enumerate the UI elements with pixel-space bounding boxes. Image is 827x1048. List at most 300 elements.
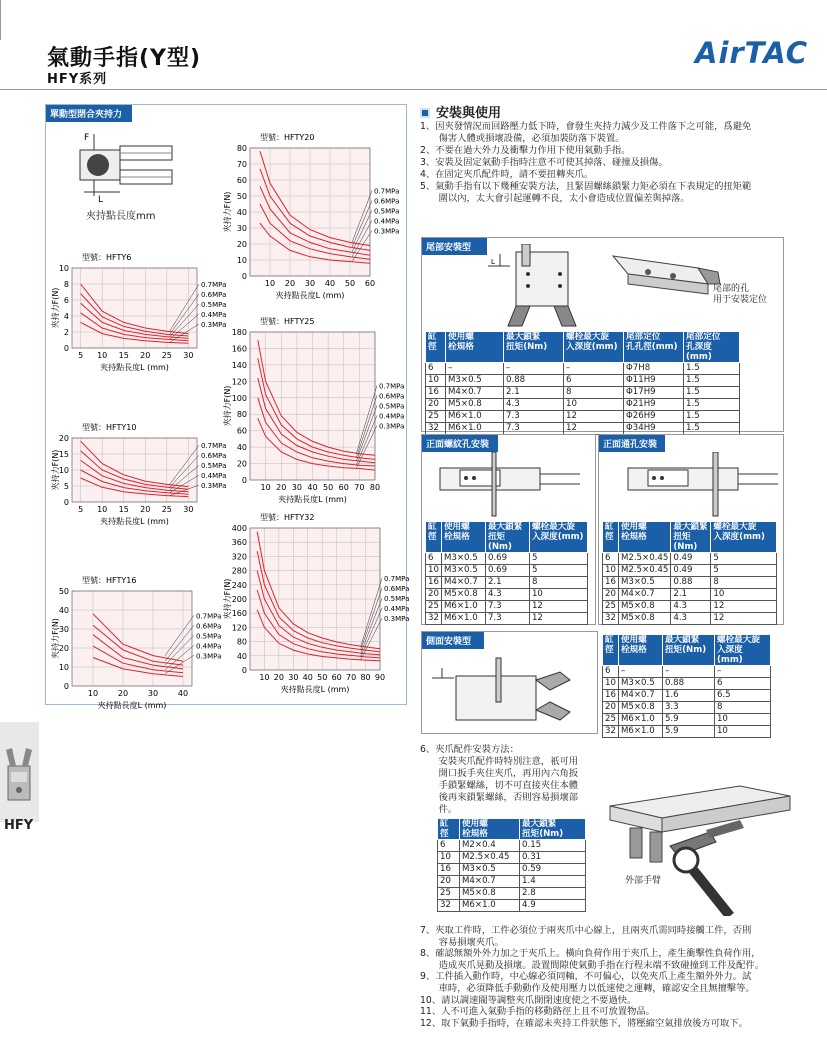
- y-tick-label: 10: [236, 256, 247, 265]
- table-cell: 0.15: [520, 840, 586, 852]
- table-cell: 5.9: [662, 714, 714, 726]
- tail-hole-label: [713, 284, 767, 306]
- legend-label: 0.3MPa: [196, 652, 222, 661]
- legend-label: 0.7MPa: [374, 187, 400, 196]
- y-axis-label: 夾持力F(N): [51, 287, 60, 329]
- legend-label: 0.7MPa: [196, 612, 222, 621]
- table-cell: Φ17H9: [624, 387, 684, 399]
- side-tab-image: [0, 722, 39, 822]
- table-cell: 4.3: [485, 589, 529, 601]
- y-tick-label: 80: [236, 410, 247, 420]
- table-header-cell: 尾部定位 孔深度(mm): [684, 332, 740, 363]
- note-6-text: [420, 744, 578, 816]
- y-axis-label: 夾持力F(N): [223, 191, 232, 233]
- y-tick-label: 8: [63, 280, 69, 289]
- table-cell: 10: [603, 565, 619, 577]
- table-row: [438, 864, 586, 876]
- x-tick-label: 10: [259, 673, 270, 682]
- table-cell: 4.3: [671, 613, 711, 625]
- table-cell: 32: [426, 613, 442, 625]
- table-cell: M6×1.0: [446, 411, 504, 423]
- y-tick-label: 30: [58, 625, 69, 634]
- table-cell: 6: [714, 678, 770, 690]
- y-tick-label: 10: [58, 663, 69, 672]
- table-row: [426, 613, 588, 625]
- table-cell: M6×1.0: [618, 714, 662, 726]
- table-cell: 10: [711, 589, 777, 601]
- x-tick-label: 30: [291, 483, 302, 492]
- table-row: [603, 577, 777, 589]
- y-tick-label: 0: [241, 272, 247, 281]
- y-tick-label: 6: [63, 296, 69, 305]
- table-cell: 6: [564, 375, 624, 387]
- y-tick-label: 40: [58, 606, 69, 615]
- table-cell: M3×0.5: [460, 864, 520, 876]
- install-note-line: 2、不要在過大外力及衝擊力作用下使用氣動手指。: [420, 145, 631, 156]
- note6-line: 6、夾爪配件安裝方法：: [420, 744, 519, 755]
- y-tick-label: 70: [236, 160, 247, 169]
- x-tick-label: 20: [276, 483, 287, 492]
- y-tick-label: 180: [231, 328, 247, 337]
- legend-label: 0.6MPa: [374, 197, 400, 206]
- y-tick-label: 40: [236, 651, 247, 661]
- table-cell: Φ34H9: [624, 423, 684, 435]
- force-chart: [222, 128, 430, 308]
- table-row: [426, 387, 740, 399]
- table-cell: 8: [714, 702, 770, 714]
- table-cell: 7.3: [485, 601, 529, 613]
- table-cell: 10: [603, 678, 619, 690]
- y-tick-label: 20: [58, 434, 69, 443]
- outer-arm-label: 外部手臂: [625, 876, 662, 886]
- legend-label: 0.4MPa: [379, 412, 405, 421]
- table-cell: 10: [438, 852, 460, 864]
- table-cell: 1.5: [684, 375, 740, 387]
- y-tick-label: 120: [231, 623, 247, 633]
- x-axis-label: 夾持點長度L (mm): [100, 363, 169, 372]
- chart-title: 型號：HFTY10: [82, 423, 137, 432]
- table-cell: 2.1: [671, 589, 711, 601]
- legend-label: 0.5MPa: [379, 402, 405, 411]
- y-tick-label: 15: [58, 450, 69, 459]
- spec-table: [425, 521, 588, 625]
- y-tick-label: 0: [241, 476, 247, 485]
- y-tick-label: 400: [231, 524, 247, 533]
- table-row: [426, 423, 740, 435]
- chart-title: 型號：HFTY20: [260, 133, 315, 142]
- x-tick-label: 25: [161, 505, 172, 514]
- chart-title: 型號：HFTY16: [82, 576, 137, 585]
- note6-line: 安裝夾爪配件時特別注意，祇可用: [420, 756, 579, 767]
- y-tick-label: 2: [63, 328, 69, 337]
- table-header-cell: 螺栓最大旋 入深度(mm): [714, 635, 770, 666]
- x-tick-label: 80: [369, 483, 381, 492]
- crop-mark: [0, 0, 1, 40]
- table-row: [426, 399, 740, 411]
- table-cell: 3.3: [662, 702, 714, 714]
- y-tick-label: 0: [63, 498, 69, 507]
- notes-bottom: [420, 925, 820, 1029]
- x-axis-label: 夾持點長度L (mm): [100, 517, 169, 526]
- table-row: [426, 411, 740, 423]
- legend-label: 0.6MPa: [196, 622, 222, 631]
- tail-hole-label-line1: 尾部的孔: [713, 284, 750, 294]
- legend-label: 0.7MPa: [201, 442, 227, 451]
- legend-label: 0.7MPa: [201, 281, 227, 289]
- legend-label: 0.7MPa: [384, 575, 410, 584]
- y-tick-label: 60: [236, 176, 247, 185]
- table-cell: 10: [714, 714, 770, 726]
- table-row: [603, 613, 777, 625]
- table-cell: 6: [438, 840, 460, 852]
- bottom-note-line: 造成夾爪晃動及損壞。設置間隙使氣動手指在行程末端不致碰撞到工件及配件。: [420, 959, 764, 971]
- table-cell: 2.1: [485, 577, 529, 589]
- x-tick-label: 50: [323, 483, 334, 492]
- table-cell: 1.4: [520, 876, 586, 888]
- y-tick-label: 30: [236, 224, 247, 233]
- table-cell: 0.88: [504, 375, 564, 387]
- table-cell: 32: [603, 726, 619, 738]
- table-cell: 20: [426, 399, 446, 411]
- table-cell: 2.8: [520, 888, 586, 900]
- legend-label: 0.7MPa: [379, 382, 405, 391]
- legend-label: 0.4MPa: [374, 217, 400, 226]
- y-tick-label: 0: [241, 666, 247, 675]
- table-cell: M5×0.8: [618, 601, 670, 613]
- table-row: [603, 565, 777, 577]
- legend-label: 0.6MPa: [201, 291, 227, 299]
- table-cell: 10: [714, 726, 770, 738]
- table-cell: 6.5: [714, 690, 770, 702]
- install-note-line: 圍以內，太大會引起運轉不良，太小會造成位置偏差與掉落。: [420, 193, 690, 204]
- table-cell: 1.5: [684, 423, 740, 435]
- legend-label: 0.4MPa: [201, 311, 227, 319]
- table-cell: M5×0.8: [460, 888, 520, 900]
- x-tick-label: 30: [304, 279, 316, 288]
- table-cell: 4.3: [671, 601, 711, 613]
- table-cell: M5×0.8: [446, 399, 504, 411]
- table-row: [603, 714, 771, 726]
- legend-label: 0.5MPa: [374, 207, 400, 216]
- y-tick-label: 20: [236, 459, 247, 469]
- table-header-cell: 使用螺 栓規格: [618, 635, 662, 666]
- bottom-note-line: 9、工件插入動作時，中心線必須同軸，不可偏心，以免夾爪上產生額外外力。試: [420, 971, 752, 983]
- table-cell: M3×0.5: [618, 678, 662, 690]
- series-subtitle: HFY系列: [47, 72, 108, 87]
- svg-text:L: L: [491, 258, 495, 266]
- table-cell: 6: [426, 363, 446, 375]
- table-row: [603, 678, 771, 690]
- x-tick-label: 70: [354, 483, 365, 492]
- table-row: [603, 690, 771, 702]
- bottom-note-line: 7、夾取工件時，工件必須位于兩夾爪中心線上，且兩夾爪需同時接觸工件，否則: [420, 925, 752, 936]
- table-row: [603, 553, 777, 565]
- table-cell: 16: [438, 864, 460, 876]
- x-tick-label: 40: [302, 673, 313, 682]
- table-row: [438, 888, 586, 900]
- section-square-icon: [420, 108, 430, 118]
- legend-label: 0.6MPa: [379, 392, 405, 401]
- install-note-line: 1、因夾發情況而回路壓力低下時，會發生夾持力減少及工件落下之可能，爲避免: [420, 121, 752, 132]
- table-cell: –: [504, 363, 564, 375]
- table-cell: 10: [426, 565, 442, 577]
- table-cell: M5×0.8: [441, 589, 485, 601]
- table-cell: Φ21H9: [624, 399, 684, 411]
- x-tick-label: 15: [118, 505, 129, 514]
- table-row: [603, 589, 777, 601]
- table-row: [426, 589, 588, 601]
- legend-label: 0.3MPa: [201, 482, 227, 491]
- table-cell: M2×0.4: [460, 840, 520, 852]
- y-tick-label: 50: [58, 587, 69, 596]
- table-cell: 20: [603, 702, 619, 714]
- table-cell: 25: [438, 888, 460, 900]
- table-cell: 12: [564, 411, 624, 423]
- legend-label: 0.3MPa: [379, 422, 405, 431]
- y-tick-label: 4: [63, 312, 69, 321]
- table-cell: M6×1.0: [446, 423, 504, 435]
- install-notes: [420, 121, 815, 205]
- table-header-cell: 最大鎖緊 扭矩(Nm): [504, 332, 564, 363]
- table-cell: Φ11H9: [624, 375, 684, 387]
- table-row: [438, 876, 586, 888]
- front-through-header: 正面通孔安裝: [599, 435, 665, 452]
- table-cell: M5×0.8: [618, 702, 662, 714]
- table-cell: 1.6: [662, 690, 714, 702]
- table-cell: 0.49: [671, 565, 711, 577]
- table-header-cell: 尾部定位 孔孔徑(mm): [624, 332, 684, 363]
- clamping-force-header: 單動型閉合夾持力: [46, 105, 132, 122]
- table-header-cell: 使用螺 栓規格: [460, 819, 520, 840]
- spec-table: [425, 331, 740, 435]
- y-axis-label: 夾持力F(N): [51, 618, 60, 659]
- table-cell: M3×0.5: [618, 577, 670, 589]
- table-cell: 1.5: [684, 387, 740, 399]
- legend-label: 0.5MPa: [201, 301, 227, 309]
- table-cell: 5.9: [662, 726, 714, 738]
- legend-label: 0.6MPa: [201, 452, 227, 461]
- table-row: [603, 666, 771, 678]
- y-tick-label: 80: [236, 144, 247, 153]
- y-tick-label: 20: [58, 644, 69, 653]
- gripper-diagram: [70, 130, 185, 210]
- wrench-diagram: [590, 766, 815, 916]
- note6-line: 手鎖緊螺絲，切不可直接夾住本體: [420, 780, 579, 791]
- x-tick-label: 90: [374, 673, 386, 682]
- x-tick-label: 40: [177, 689, 189, 698]
- x-axis-label: 夾持點長度L (mm): [275, 291, 345, 300]
- table-row: [426, 363, 740, 375]
- y-tick-label: 100: [231, 393, 247, 403]
- y-tick-label: 140: [231, 360, 247, 370]
- table-cell: 0.88: [671, 577, 711, 589]
- y-tick-label: 50: [236, 192, 247, 201]
- x-tick-label: 20: [117, 689, 129, 698]
- y-tick-label: 280: [231, 566, 247, 576]
- note6-line: 開口扳手夾住夾爪，再用內六角扳: [420, 768, 579, 779]
- table-cell: M6×1.0: [618, 726, 662, 738]
- gripper-thumbnail: [0, 722, 39, 822]
- table-cell: 6: [603, 666, 619, 678]
- tail-mount-table: [425, 331, 740, 435]
- x-tick-label: 60: [331, 673, 342, 682]
- table-header-cell: 缸 徑: [438, 819, 460, 840]
- table-header-cell: 缸 徑: [426, 332, 446, 363]
- table-cell: 10: [529, 589, 587, 601]
- x-axis-label: 夾持點長度L (mm): [280, 685, 350, 694]
- y-axis-label: 夾持力F(N): [51, 449, 60, 491]
- table-cell: 32: [438, 900, 460, 912]
- y-tick-label: 0: [63, 682, 69, 691]
- y-tick-label: 360: [231, 538, 247, 548]
- table-header-cell: 缸 徑: [603, 522, 619, 553]
- table-cell: M2.5×0.45: [618, 553, 670, 565]
- table-cell: Φ26H9: [624, 411, 684, 423]
- table-row: [426, 565, 588, 577]
- x-tick-label: 70: [346, 673, 357, 682]
- y-tick-label: 20: [236, 240, 247, 249]
- table-row: [426, 601, 588, 613]
- side-mount-header: 側面安裝型: [422, 632, 484, 649]
- legend-label: 0.4MPa: [201, 472, 227, 481]
- table-cell: 25: [603, 601, 619, 613]
- table-cell: 0.88: [662, 678, 714, 690]
- legend-label: 0.4MPa: [384, 605, 410, 614]
- x-tick-label: 40: [324, 279, 336, 288]
- legend-label: 0.3MPa: [201, 321, 227, 329]
- table-cell: –: [618, 666, 662, 678]
- table-row: [426, 375, 740, 387]
- table-header-cell: 缸 徑: [603, 635, 619, 666]
- bottom-note-line: 8、確認無額外外力加之于夾爪上。橫向負荷作用于夾爪上，產生衝擊性負荷作用，: [420, 948, 761, 960]
- y-tick-label: 160: [231, 344, 247, 354]
- note6-line: 後再來鎖緊螺絲，否則容易損壞部: [420, 792, 579, 803]
- table-cell: M3×0.5: [441, 565, 485, 577]
- table-cell: –: [714, 666, 770, 678]
- y-tick-label: 0: [63, 344, 69, 353]
- legend-label: 0.5MPa: [201, 462, 227, 471]
- table-cell: M6×1.0: [441, 601, 485, 613]
- bottom-note-line: 車時，必須降低手動動作及使用壓力以低速使之運轉，確認安全且無擅擊等。: [420, 982, 755, 994]
- table-cell: M6×1.0: [441, 613, 485, 625]
- table-header-cell: 螺栓最大旋 入深度(mm): [529, 522, 587, 553]
- table-cell: 0.69: [485, 565, 529, 577]
- table-header-cell: 最大鎖緊 扭矩(Nm): [520, 819, 586, 840]
- y-tick-label: 80: [236, 637, 247, 647]
- x-tick-label: 30: [288, 673, 299, 682]
- x-tick-label: 30: [183, 505, 194, 514]
- spec-table: [602, 521, 777, 625]
- length-l-label: L: [98, 195, 104, 205]
- tail-hole-label-line2: 用于安裝定位: [713, 295, 768, 305]
- install-note-line: 傷害人體或損壞設備，必須加裝防落下裝置。: [420, 133, 625, 144]
- table-cell: M2.5×0.45: [460, 852, 520, 864]
- table-cell: M2.5×0.45: [618, 565, 670, 577]
- table-cell: M6×1.0: [460, 900, 520, 912]
- x-tick-label: 10: [97, 351, 108, 360]
- table-row: [438, 840, 586, 852]
- x-tick-label: 10: [87, 689, 99, 698]
- side-mount-diagram: [430, 650, 596, 732]
- table-cell: M4×0.7: [460, 876, 520, 888]
- table-cell: 2.1: [504, 387, 564, 399]
- install-note-line: 4、在固定夾爪配件時，請不要扭轉夾爪。: [420, 169, 594, 180]
- table-row: [438, 900, 586, 912]
- chart-title: 型號：HFTY32: [260, 513, 315, 522]
- table-cell: 7.3: [504, 423, 564, 435]
- y-tick-label: 120: [231, 377, 247, 387]
- front-thread-header: 正面螺紋孔安裝: [422, 435, 498, 452]
- table-cell: 16: [603, 577, 619, 589]
- table-cell: 1.5: [684, 399, 740, 411]
- side-mount-table: [602, 634, 771, 738]
- x-tick-label: 10: [97, 505, 108, 514]
- legend-label: 0.3MPa: [374, 227, 400, 236]
- table-cell: 32: [603, 613, 619, 625]
- legend-label: 0.6MPa: [384, 585, 410, 594]
- y-tick-label: 10: [58, 264, 69, 273]
- table-cell: –: [564, 363, 624, 375]
- legend-label: 0.5MPa: [196, 632, 222, 641]
- table-row: [603, 702, 771, 714]
- install-note-line: 5、氣動手指有以下幾種安裝方法，且緊固螺絲鎖緊力矩必須在下表規定的扭矩範: [420, 181, 752, 192]
- x-tick-label: 30: [183, 351, 194, 360]
- table-row: [426, 553, 588, 565]
- table-cell: 16: [603, 690, 619, 702]
- table-cell: M4×0.7: [618, 690, 662, 702]
- chart-title: 型號：HFTY6: [82, 253, 132, 262]
- table-cell: 4.3: [504, 399, 564, 411]
- table-cell: 20: [438, 876, 460, 888]
- table-header-cell: 最大鎖緊 扭矩(Nm): [485, 522, 529, 553]
- x-tick-label: 20: [140, 505, 151, 514]
- table-cell: –: [662, 666, 714, 678]
- brand-logo: AirTAC: [695, 36, 809, 70]
- table-cell: 12: [711, 613, 777, 625]
- bottom-note-line: 11、人不可進入氣動手指的移動路徑上且不可放置物品。: [420, 1006, 655, 1018]
- force-chart: [222, 512, 440, 702]
- table-cell: 1.5: [684, 411, 740, 423]
- y-tick-label: 40: [236, 443, 247, 453]
- x-tick-label: 10: [260, 483, 271, 492]
- install-heading: 安裝與使用: [420, 102, 501, 121]
- page-title: 氣動手指(Y型): [47, 46, 202, 71]
- x-tick-label: 50: [317, 673, 328, 682]
- table-cell: 20: [426, 589, 442, 601]
- table-cell: 8: [564, 387, 624, 399]
- table-cell: M4×0.7: [618, 589, 670, 601]
- y-axis-label: 夾持力F(N): [223, 578, 232, 620]
- table-header-cell: 缸 徑: [426, 522, 442, 553]
- table-cell: M3×0.5: [446, 375, 504, 387]
- front-through-table: [602, 521, 777, 625]
- table-cell: 25: [426, 411, 446, 423]
- x-tick-label: 60: [364, 279, 376, 288]
- table-header-cell: 使用螺 栓規格: [441, 522, 485, 553]
- bottom-note-line: 容易損壞夾爪。: [420, 936, 504, 948]
- x-axis-label: 夾持點長度L (mm): [97, 701, 167, 710]
- header-divider: [0, 89, 827, 90]
- table-cell: M5×0.8: [618, 613, 670, 625]
- y-tick-label: 40: [236, 208, 247, 217]
- table-row: [426, 577, 588, 589]
- install-note-line: 3、安裝及固定氣動手指時注意不可使其掉落、碰撞及損傷。: [420, 157, 668, 168]
- legend-label: 0.3MPa: [384, 615, 410, 624]
- table-cell: –: [446, 363, 504, 375]
- tail-mount-header: 尾部安裝型: [422, 238, 487, 255]
- jaw-accessory-table: [437, 818, 586, 912]
- table-cell: 20: [603, 589, 619, 601]
